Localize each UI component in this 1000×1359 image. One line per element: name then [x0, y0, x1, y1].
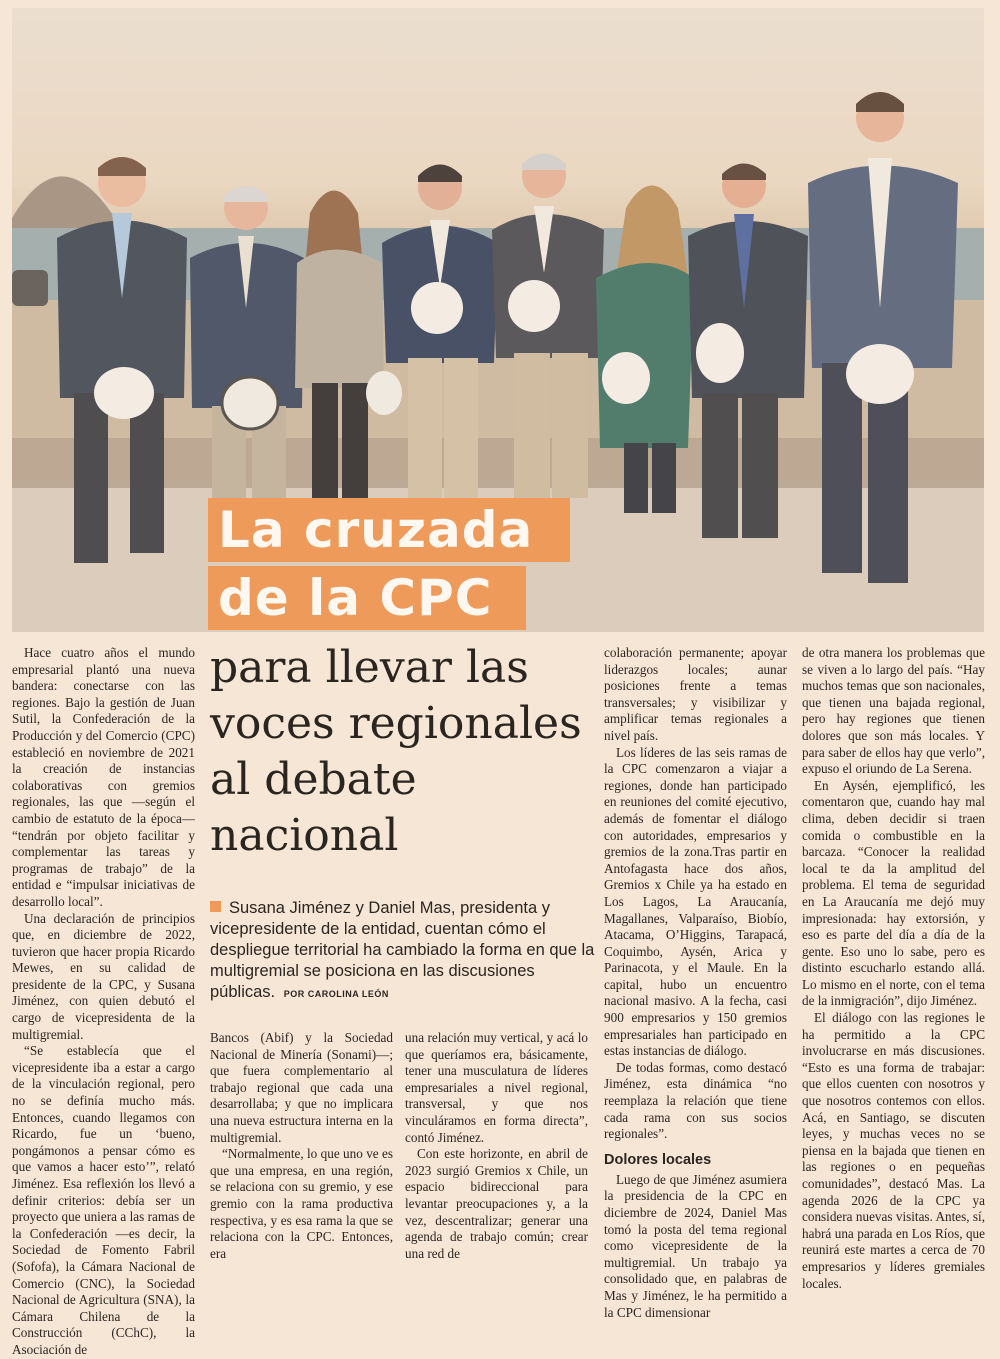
paragraph: De todas formas, como destacó Jiménez, esta dinámica “no reemplaza la relación que tiene cada rama con sus socios regionales”.: [604, 1059, 787, 1142]
paragraph: Con este horizonte, en abril de 2023 surgió Gremios x Chile, un espacio bidireccional para levantar preocupaciones y, a la vez, descentralizar; generar una agenda de trabajo común; crear una red de: [405, 1146, 588, 1261]
paragraph: El diálogo con las regiones le ha permitido a la CPC involucrarse en más discusiones. “Esto es una forma de trabajar: que ellos cuenten con nosotros y que nosotros contemos con ellos. Acá, en Santiago, se discuten leyes, y muchas veces no se piensa en la bajada que tienen en las regiones o en pequeñas comunidades”, destacó Mas. La agenda 2026 de la CPC ya considera nuevas visitas. Antes, sí, habrá una parada en Los Ríos, que reunirá este martes a cerca de 70 empresarios y líderes gremiales locales.: [802, 1010, 985, 1291]
subheadline: para llevar las voces regionales al debate nacional: [210, 642, 582, 861]
paragraph: Una declaración de principios que, en diciembre de 2022, tuvieron que hacer propia Ricardo Mewes, en su calidad de presidente de la CPC, y Susana Jiménez, con quien debutó el cargo de vicepresidenta de la multigremial.: [12, 910, 195, 1042]
paragraph: Bancos (Abif) y la Sociedad Nacional de Minería (Sonami)—; que fuera complementario al trabajo regional que cada una desarrollaba; y que no implicara una nueva estructura interna en la multigremial.: [210, 1030, 393, 1145]
lead-paragraph: [210, 898, 595, 1005]
paragraph: Hace cuatro años el mundo empresarial plantó una nueva bandera: conectarse con las regiones. Bajo la gestión de Juan Sutil, la Confederación de la Producción y del Comercio (CPC) estableció en noviembre de 2021 la creación de instancias colaborativas con gremios regionales, las que —según el cambio de estatuto de la época— “tendrán por objeto facilitar y complementar las tareas y programas de trabajo” de la entidad e “impulsar iniciativas de desarrollo local”.: [12, 645, 195, 909]
byline: POR CAROLINA LEÓN: [283, 989, 389, 999]
paragraph: “Se establecía que el vicepresidente iba a estar a cargo de la vinculación regional, pero no se definía mucho más. Entonces, cuando llegamos con Ricardo, fue un ‘bueno, pongámonos a pensar cómo es que vamos a hacer esto’”, relató Jiménez. Esa reflexión los llevó a definir criterios: debía ser un proyecto que uniera a las ramas de la Confederación —es decir, la Sociedad de Fomento Fabril (Sofofa), la Cámara Nacional de Comercio (CNC), la Sociedad Nacional de Agricultura (SNA), la Cámara Chilena de la Construcción (CChC), la Asociación de: [12, 1043, 195, 1357]
orange-square-icon: [210, 901, 221, 912]
paragraph: Luego de que Jiménez asumiera la presidencia de la CPC en diciembre de 2024, Daniel Mas tomó la posta del tema regional como vicepresidente de la multigremial. Un trabajo ya consolidado que, en palabras de Mas y Jiménez, le ha permitido a la CPC dimensionar: [604, 1171, 787, 1320]
column-3: [405, 1030, 588, 1262]
paragraph: En Aysén, ejemplificó, les comentaron que, cuando hay mal clima, deben decidir si traen comida o combustible en la barcaza. “Conocer la realidad local te da la amplitud del problema. El tema de seguridad en La Araucanía me dejó muy impresionada: hay extorsión, y eso es parte del día a día de la gente. Eso uno lo sabe, pero es distinto escucharlo estando allá. Lo mismo en el norte, con el tema de la inmigración”, dijo Jiménez.: [802, 777, 985, 1009]
paragraph: una relación muy vertical, y acá lo que queríamos era, básicamente, tener una musculatura de líderes empresariales a nivel regional, transversal, y que nos vinculáramos en forma directa”, contó Jiménez.: [405, 1030, 588, 1145]
headline-line-2: de la CPC: [208, 566, 526, 630]
column-5: [802, 645, 985, 1292]
column-2: [210, 1030, 393, 1262]
paragraph: “Normalmente, lo que uno ve es que una empresa, en una región, se relaciona con su gremio, y ese gremio con la rama productiva respectiva, y es esa rama la que se relaciona con la CPC. Entonces, era: [210, 1146, 393, 1261]
headline-line-1: La cruzada: [208, 498, 570, 562]
column-1: [12, 645, 195, 1359]
section-heading: Dolores locales: [604, 1151, 712, 1168]
paragraph: de otra manera los problemas que se viven a lo largo del país. “Hay muchos temas que son nacionales, que tienen una bajada regional, pero hay regiones que tienen dolores que son más locales. Y para saber de ellos hay que verlo”, expuso el oriundo de La Serena.: [802, 645, 985, 777]
column-4: [604, 645, 787, 1321]
paragraph: Los líderes de las seis ramas de la CPC comenzaron a viajar a regiones, donde han participado en reuniones del comité ejecutivo, además de fomentar el diálogo con autoridades, empresarios y gremios de la zona.Tras partir en Antofagasta hace dos años, Gremios x Chile ya ha estado en Los Lagos, La Araucanía, Magallanes, Valparaíso, Biobío, Atacama, O’Higgins, Tarapacá, Coquimbo, Aysén, Arica y Parinacota, y el Maule. En la capital, hubo un encuentro nacional masivo. A la fecha, casi 900 empresarios y 150 gremios empresariales han participado en estas instancias de diálogo.: [604, 744, 787, 1059]
paragraph: colaboración permanente; apoyar liderazgos locales; aunar posiciones frente a temas transversales; y visibilizar y amplificar temas regionales a nivel país.: [604, 645, 787, 743]
lead-text: Susana Jiménez y Daniel Mas, presidenta y vicepresidente de la entidad, cuentan cómo el despliegue territorial ha cambiado la forma en que la multigremial se posiciona en las discusiones públicas.: [210, 899, 595, 1001]
